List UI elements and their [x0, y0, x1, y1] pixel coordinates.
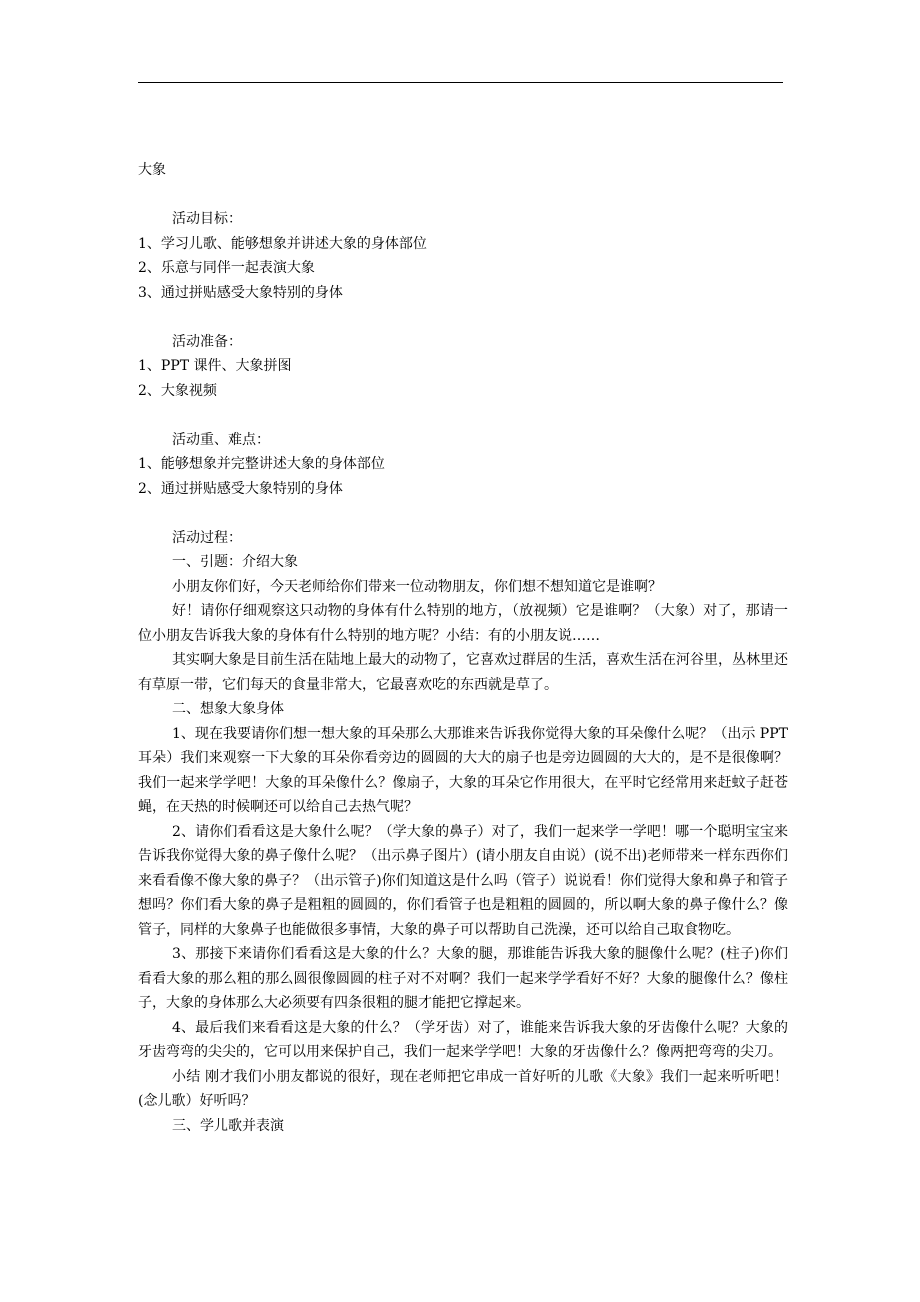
goal-item: 3、通过拼贴感受大象特别的身体: [138, 284, 343, 301]
paragraph: 好！请你仔细观察这只动物的身体有什么特别的地方，（放视频）它是谁啊？（大象）对了，那请一位小朋友告诉我大象的身体有什么特别的地方呢？小结：有的小朋友说……: [138, 603, 788, 644]
process-heading: 活动过程：: [172, 529, 242, 546]
goals-heading: 活动目标：: [172, 211, 242, 227]
paragraph: 4、最后我们来看看这是大象的什么？（学牙齿）对了，谁能来告诉我大象的牙齿像什么呢？大象的牙齿弯弯的尖尖的，它可以用来保护自己，我们一起来学学吧！大象的牙齿像什么？像两把弯弯的尖刀。: [138, 1019, 788, 1060]
key-heading: 活动重、难点：: [172, 431, 270, 448]
paragraph: 其实啊大象是目前生活在陆地上最大的动物了，它喜欢过群居的生活，喜欢生活在河谷里，丛林里还有草原一带，它们每天的食量非常大，它最喜欢吃的东西就是草了。: [138, 652, 788, 693]
paragraph: 3、那接下来请你们看看这是大象的什么？大象的腿，那谁能告诉我大象的腿像什么呢？(柱子)你们看看大象的那么粗的那么圆很像圆圆的柱子对不对啊？我们一起来学学看好不好？大象的腿像什么？像柱子，大象的身体那么大必须要有四条很粗的腿才能把它撑起来。: [138, 946, 788, 1011]
section-title: 一、引题：介绍大象: [172, 554, 298, 570]
goal-item: 1、学习儿歌、能够想象并讲述大象的身体部位: [138, 235, 427, 252]
key-item: 2、通过拼贴感受大象特别的身体: [138, 480, 343, 497]
paragraph: 小结 刚才我们小朋友都说的很好，现在老师把它串成一首好听的儿歌《大象》我们一起来听听吧！(念儿歌）好听吗？: [138, 1068, 788, 1109]
key-item: 1、能够想象并完整讲述大象的身体部位: [138, 456, 385, 472]
prep-item: 2、大象视频: [138, 382, 217, 399]
goal-item: 2、乐意与同伴一起表演大象: [138, 260, 315, 276]
paragraph: 1、现在我要请你们想一想大象的耳朵那么大那谁来告诉我你觉得大象的耳朵像什么呢？（出示 PPT 耳朵）我们来观察一下大象的耳朵你看旁边的圆圆的大大的扇子也是旁边圆圆的大大的，是不是很像啊？我们一起来学学吧！大象的耳朵像什么？像扇子，大象的耳朵它作用很大，在平时它经常用来赶蚊子赶苍蝇，在天热的时候啊还可以给自己去热气呢？: [138, 725, 788, 815]
prep-heading: 活动准备：: [172, 333, 242, 350]
section-title: 二、想象大象身体: [172, 701, 284, 717]
document-body: [138, 158, 788, 1138]
paragraph: 小朋友你们好，今天老师给你们带来一位动物朋友，你们想不想知道它是谁啊？: [172, 578, 662, 595]
header-rule: [138, 82, 783, 83]
paragraph: 2、请你们看看这是大象什么呢？（学大象的鼻子）对了，我们一起来学一学吧！哪一个聪明宝宝来告诉我你觉得大象的鼻子像什么呢？（出示鼻子图片）(请小朋友自由说）(说不出)老师带来一样东西你们来看看像不像大象的鼻子？（出示管子)你们知道这是什么吗（管子）说说看！你们觉得大象和鼻子和管子想吗？你们看大象的鼻子是粗粗的圆圆的，你们看管子也是粗粗的圆圆的，所以啊大象的鼻子像什么？像管子，同样的大象鼻子也能做很多事情，大象的鼻子可以帮助自己洗澡，还可以给自己取食物吃。: [138, 823, 788, 938]
section-title: 三、学儿歌并表演: [172, 1117, 284, 1134]
prep-item: 1、PPT 课件、大象拼图: [138, 358, 292, 374]
document-title: 大象: [138, 162, 166, 178]
